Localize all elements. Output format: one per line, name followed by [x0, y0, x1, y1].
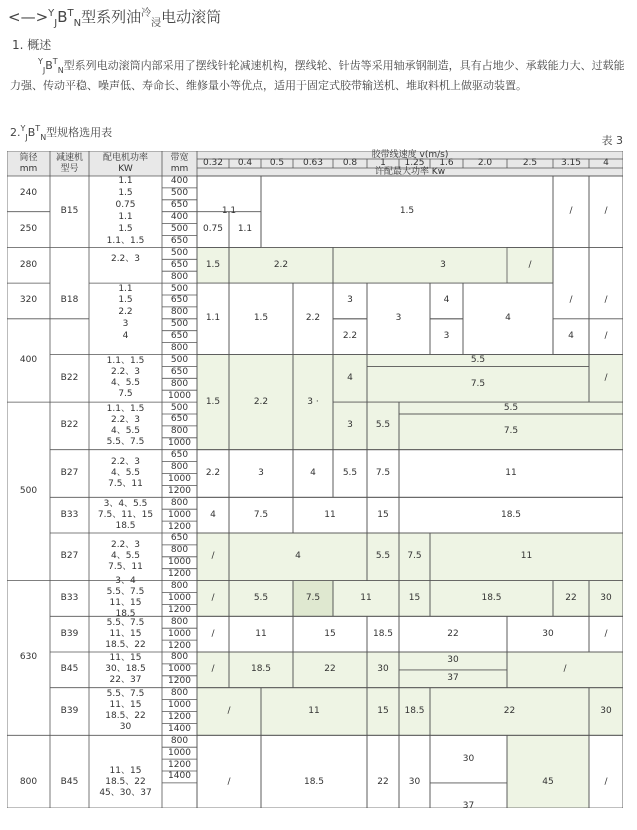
power-cell: 15 [377, 509, 389, 520]
reducer-cell: B15 [60, 206, 79, 217]
reducer-cell: B22 [60, 372, 79, 383]
reducer-cell: B27 [60, 551, 79, 562]
power-cell: 11 [505, 467, 517, 478]
power-cell: 3 · [307, 396, 319, 407]
diameter-cell: 240 [19, 188, 38, 199]
belt-width-cell: 500 [170, 354, 189, 365]
power-cell: 30 [462, 753, 475, 764]
section-heading-spec: $2.^Y_JB^T_N$型规格选用表 [10, 124, 113, 142]
power-cell: 18.5 [303, 777, 325, 788]
motor-power-cell: 1.1、1.5 2.2、3 4、5.5 5.5、7.5 [106, 403, 145, 447]
power-cell: 30 [600, 705, 612, 716]
belt-width-cell: 650 [170, 450, 189, 461]
power-cell: 15 [324, 628, 336, 639]
section-heading-overview: 1. 概述 [12, 38, 52, 52]
power-cell: 7.5 [253, 509, 269, 520]
reducer-cell: B39 [60, 628, 79, 639]
power-cell: 2.2 [273, 259, 289, 270]
belt-width-cell: 1000 [168, 700, 191, 711]
header-speed: 2.0 [477, 158, 493, 168]
power-cell: / [211, 592, 215, 603]
reducer-cell: B45 [60, 777, 79, 788]
power-cell: 22 [565, 592, 577, 603]
motor-power-cell: 2.2、3 [110, 253, 141, 264]
power-cell: 11 [308, 705, 320, 716]
power-cell: / [604, 372, 608, 383]
power-cell: 18.5 [481, 592, 502, 603]
power-cell: / [604, 206, 608, 217]
power-cell: 5.5 [342, 467, 358, 478]
diameter-cell: 500 [19, 485, 38, 496]
motor-power-cell: 4 [122, 331, 129, 342]
power-cell: 4 [310, 467, 316, 478]
header-speed: 1 [380, 158, 386, 168]
header-speed: 4 [603, 158, 609, 168]
power-cell: 30 [542, 628, 554, 639]
overview-paragraph: $^Y_JB^T_N$型系列电动滚筒内部采用了摆线针轮减速机构，摆线轮、针齿等采用轴承钢制造，具有占地少、承载能力大、过载能力强、传动平稳、噪声低、寿命长、维修量小等优点，适用于固定式胶带输送机、堆取料机上做驱动装置。 [10, 57, 625, 92]
power-cell: 4 [505, 313, 511, 324]
power-cell: 15 [377, 705, 389, 716]
motor-power-cell: 2.2、3 4、5.5 7.5、11 [108, 540, 143, 573]
power-cell: 11 [520, 551, 533, 562]
belt-width-cell: 1000 [168, 473, 191, 484]
header-speed: 0.8 [342, 158, 358, 168]
power-cell: 3 [258, 467, 264, 478]
power-cell: 3 [395, 313, 402, 324]
power-cell: 37 [447, 673, 459, 684]
power-cell: 7.5 [375, 467, 391, 478]
belt-width-cell: 1200 [168, 604, 191, 615]
power-cell: 11 [360, 592, 372, 603]
reducer-cell: B45 [60, 664, 79, 675]
reducer-cell: B33 [60, 509, 79, 520]
power-cell: 22 [447, 628, 459, 639]
header-width: 带宽 mm [170, 152, 189, 174]
belt-width-cell: 800 [170, 652, 189, 663]
power-cell: 7.5 [470, 378, 486, 389]
motor-power-cell: 3、4 5.5、7.5 11、15 18.5 [106, 576, 145, 620]
power-cell: 18.5 [404, 705, 425, 716]
belt-width-cell: 1000 [168, 438, 191, 449]
power-cell: 2.2 [253, 396, 269, 407]
motor-power-cell: 1.1 [118, 176, 133, 187]
motor-power-cell: 1.5 [118, 224, 133, 235]
belt-width-cell: 800 [170, 343, 189, 354]
belt-width-cell: 650 [170, 533, 189, 544]
belt-width-cell: 650 [170, 259, 189, 270]
power-cell: 1.1 [205, 313, 221, 324]
motor-power-cell: 11、15 18.5、22 45、30、37 [99, 766, 152, 799]
belt-width-cell: 1200 [168, 521, 191, 532]
power-cell: 30 [447, 655, 459, 666]
diameter-cell: 400 [19, 354, 38, 365]
reducer-cell: B18 [60, 295, 79, 306]
belt-width-cell: 500 [170, 402, 189, 413]
belt-width-cell: 1000 [168, 747, 191, 758]
power-cell: / [569, 295, 573, 306]
belt-width-cell: 800 [170, 581, 189, 592]
belt-width-cell: 400 [170, 176, 189, 187]
page-title: $<—>^Y_JB^T_N$型系列油$^冷_浸$电动滚筒 [8, 8, 222, 29]
power-cell: 1.5 [253, 313, 269, 324]
power-cell: 4 [568, 331, 574, 342]
header-power-title: 许配最大功率 Kw [374, 166, 446, 177]
power-cell: / [211, 628, 215, 639]
power-cell: 22 [503, 705, 516, 716]
table-number: 表 3 [601, 134, 623, 147]
power-cell: / [604, 777, 608, 788]
motor-power-cell: 0.75 [115, 200, 136, 211]
belt-width-cell: 800 [170, 735, 189, 746]
power-cell: 3 [443, 331, 450, 342]
belt-width-cell: 1200 [168, 640, 191, 651]
reducer-cell: B39 [60, 705, 79, 716]
power-cell: / [563, 664, 567, 675]
power-cell: 4 [347, 372, 353, 383]
header-speed: 1.6 [439, 158, 454, 168]
power-cell: 11 [324, 509, 336, 520]
header-speed: 1.25 [404, 158, 425, 168]
power-cell: 5.5 [470, 354, 486, 365]
power-cell: 2.2 [205, 467, 221, 478]
power-cell: 7.5 [305, 592, 321, 603]
reducer-cell: B27 [60, 467, 79, 478]
power-cell: 4 [443, 295, 450, 306]
power-cell: 15 [408, 592, 421, 603]
belt-width-cell: 1200 [168, 485, 191, 496]
belt-width-cell: 650 [170, 295, 189, 306]
belt-width-cell: 1000 [168, 390, 191, 401]
belt-width-cell: 500 [170, 319, 189, 330]
header-speed: 3.15 [560, 158, 582, 168]
header-motor: 配电机功率 KW [102, 152, 148, 174]
belt-width-cell: 1000 [168, 557, 191, 568]
belt-width-cell: 650 [170, 235, 189, 246]
belt-width-cell: 650 [170, 366, 189, 377]
power-cell: 2.2 [305, 313, 321, 324]
power-cell: / [211, 664, 215, 675]
belt-width-cell: 1200 [168, 759, 191, 770]
motor-power-cell: 2.2、3 4、5.5 7.5、11 [108, 456, 143, 489]
motor-power-cell: 1.1 [118, 283, 133, 294]
diameter-cell: 250 [19, 224, 38, 235]
belt-width-cell: 800 [170, 616, 189, 627]
power-cell: 3 [347, 420, 353, 431]
power-cell: 5.5 [375, 551, 391, 562]
belt-width-cell: 800 [170, 462, 189, 473]
spec-table [7, 149, 623, 812]
power-cell: / [604, 628, 608, 639]
belt-width-cell: 800 [170, 307, 189, 318]
diameter-cell: 800 [19, 777, 38, 788]
belt-width-cell: 1400 [168, 771, 191, 782]
motor-power-cell: 5.5、7.5 11、15 18.5、22 30 [105, 689, 146, 733]
belt-width-cell: 1200 [168, 711, 191, 722]
diameter-cell: 280 [19, 259, 38, 270]
belt-width-cell: 800 [170, 545, 189, 556]
power-cell: 4 [210, 509, 216, 520]
power-cell: 11 [255, 628, 267, 639]
power-cell: 30 [377, 664, 389, 675]
belt-width-cell: 1000 [168, 509, 191, 520]
header-speed: 0.63 [302, 158, 324, 168]
belt-width-cell: 1000 [168, 592, 191, 603]
power-cell: 1.1 [221, 206, 237, 217]
belt-width-cell: 1000 [168, 664, 191, 675]
power-cell: / [227, 705, 231, 716]
belt-width-cell: 800 [170, 378, 189, 389]
power-cell: 30 [408, 777, 421, 788]
power-cell: / [604, 331, 608, 342]
belt-width-cell: 800 [170, 271, 189, 282]
motor-power-cell: 11、15 30、18.5 22、37 [105, 653, 146, 686]
motor-power-cell: 1.1、1.5 [106, 235, 145, 246]
power-cell: 1.5 [205, 259, 221, 270]
belt-width-cell: 500 [170, 224, 189, 235]
motor-power-cell: 3 [122, 319, 129, 330]
power-cell: 22 [377, 777, 389, 788]
power-cell: 1.5 [399, 206, 415, 217]
belt-width-cell: 1200 [168, 569, 191, 580]
belt-width-cell: 650 [170, 331, 189, 342]
belt-width-cell: 1200 [168, 676, 191, 687]
motor-power-cell: 2.2 [118, 307, 133, 318]
belt-width-cell: 1000 [168, 628, 191, 639]
belt-width-cell: 800 [170, 688, 189, 699]
power-cell: 37 [462, 801, 475, 812]
power-cell: 7.5 [407, 551, 422, 562]
power-cell: 18.5 [372, 628, 394, 639]
reducer-cell: B33 [60, 592, 79, 603]
belt-width-cell: 500 [170, 283, 189, 294]
belt-width-cell: 400 [170, 212, 189, 223]
header-speed: 0.4 [237, 158, 253, 168]
belt-width-cell: 500 [170, 247, 189, 258]
power-cell: 18.5 [250, 664, 272, 675]
power-cell: 0.75 [202, 224, 224, 235]
belt-width-cell: 500 [170, 188, 189, 199]
power-cell: 5.5 [253, 592, 269, 603]
power-cell: 1.1 [237, 224, 253, 235]
power-cell: 45 [542, 777, 554, 788]
diameter-cell: 320 [19, 295, 38, 306]
power-cell: 3 [347, 295, 353, 306]
belt-width-cell: 1400 [168, 723, 191, 734]
belt-width-cell: 800 [170, 426, 189, 437]
belt-width-cell: 800 [170, 497, 189, 508]
power-cell: 4 [295, 551, 301, 562]
power-cell: 18.5 [500, 509, 522, 520]
header-speed: 0.5 [269, 158, 285, 168]
header-speed: 0.32 [202, 158, 224, 168]
power-cell: 5.5 [503, 402, 519, 413]
power-cell: / [528, 259, 532, 270]
motor-power-cell: 5.5、7.5 11、15 18.5、22 [105, 617, 146, 650]
belt-width-cell: 650 [170, 200, 189, 211]
header-speed-title: 胶带线速度 v(m/s) [371, 149, 449, 160]
reducer-cell: B22 [60, 420, 79, 431]
power-cell: 1.5 [205, 396, 221, 407]
belt-width-cell: 650 [170, 414, 189, 425]
power-cell: 7.5 [503, 426, 519, 437]
power-cell: / [211, 551, 215, 562]
motor-power-cell: 1.1 [118, 212, 133, 223]
diameter-cell: 630 [19, 652, 38, 663]
power-cell: / [604, 295, 608, 306]
power-cell: 2.2 [342, 331, 358, 342]
motor-power-cell: 1.5 [118, 188, 133, 199]
power-cell: 22 [324, 664, 336, 675]
power-cell: 5.5 [375, 420, 391, 431]
header-speed: 2.5 [522, 158, 538, 168]
header-diameter: 筒径 mm [19, 152, 38, 174]
motor-power-cell: 1.1、1.5 2.2、3 4、5.5 7.5 [106, 356, 145, 400]
header-reducer: 减速机 型号 [55, 152, 83, 174]
motor-power-cell: 1.5 [118, 295, 133, 306]
power-cell: 30 [600, 592, 612, 603]
power-cell: / [569, 206, 573, 217]
motor-power-cell: 3、4、5.5 7.5、11、15 18.5 [97, 498, 154, 531]
power-cell: / [227, 777, 231, 788]
power-cell: 3 [440, 259, 446, 270]
